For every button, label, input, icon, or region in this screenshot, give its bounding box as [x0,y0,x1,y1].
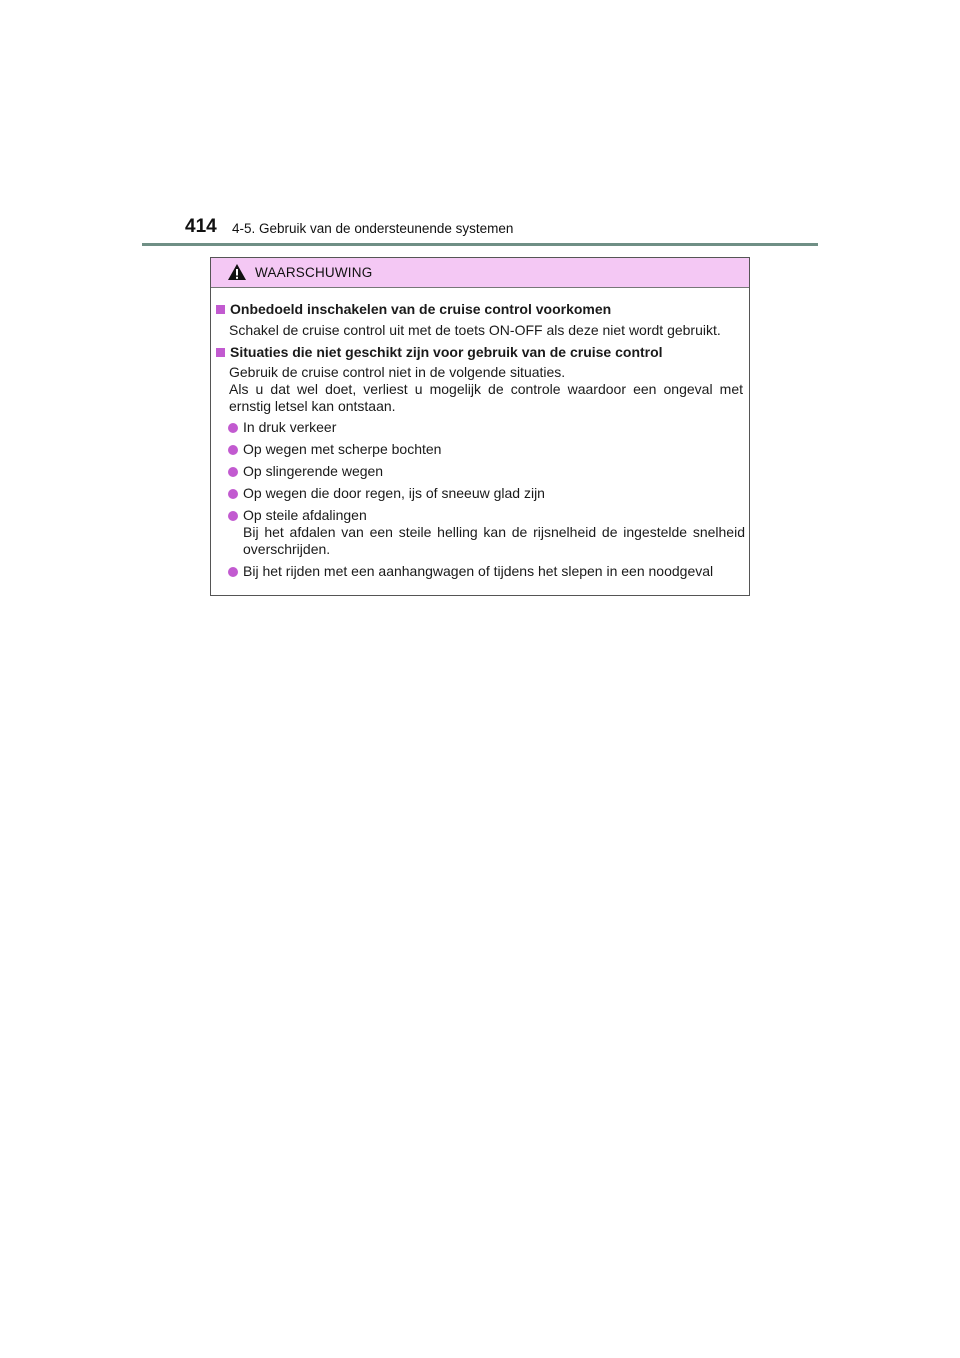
square-bullet-icon [216,348,225,357]
list-item: Bij het rijden met een aanhangwagen of tijdens het slepen in een noodgeval [228,563,745,580]
warning-triangle-icon [227,263,247,281]
warning-title: WAARSCHUWING [255,265,373,280]
section-title: 4-5. Gebruik van de ondersteunende systemen [232,221,514,236]
header-divider [142,243,818,246]
warning-box [210,257,750,596]
list-item: Op slingerende wegen [228,463,745,480]
list-item: In druk verkeer [228,419,745,436]
section-text-1: Schakel de cruise control uit met de toets ON-OFF als deze niet wordt gebruikt. [229,322,721,338]
page-number: 414 [185,216,217,237]
section-text-2b: Als u dat wel doet, verliest u mogelijk de controle waardoor een ongeval met ernstig letsel kan ontstaan. [229,381,743,414]
warning-header [211,258,749,288]
circle-bullet-icon [228,489,238,499]
section-heading-2: Situaties die niet geschikt zijn voor gebruik van de cruise control [216,344,663,361]
circle-bullet-icon [228,511,238,521]
circle-bullet-icon [228,567,238,577]
square-bullet-icon [216,305,225,314]
section-heading-1: Onbedoeld inschakelen van de cruise control voorkomen [216,301,611,318]
list-item: Op wegen met scherpe bochten [228,441,745,458]
list-item: Op wegen die door regen, ijs of sneeuw glad zijn [228,485,745,502]
circle-bullet-icon [228,467,238,477]
circle-bullet-icon [228,445,238,455]
list-item-detail: Bij het afdalen van een steile helling kan de rijsnelheid de ingestelde snelheid overschrijden. [243,524,745,557]
section-text-2a: Gebruik de cruise control niet in de volgende situaties. [229,364,566,380]
list-item: Op steile afdalingen Bij het afdalen van een steile helling kan de rijsnelheid de ingestelde snelheid overschrijden. [228,507,745,558]
circle-bullet-icon [228,423,238,433]
